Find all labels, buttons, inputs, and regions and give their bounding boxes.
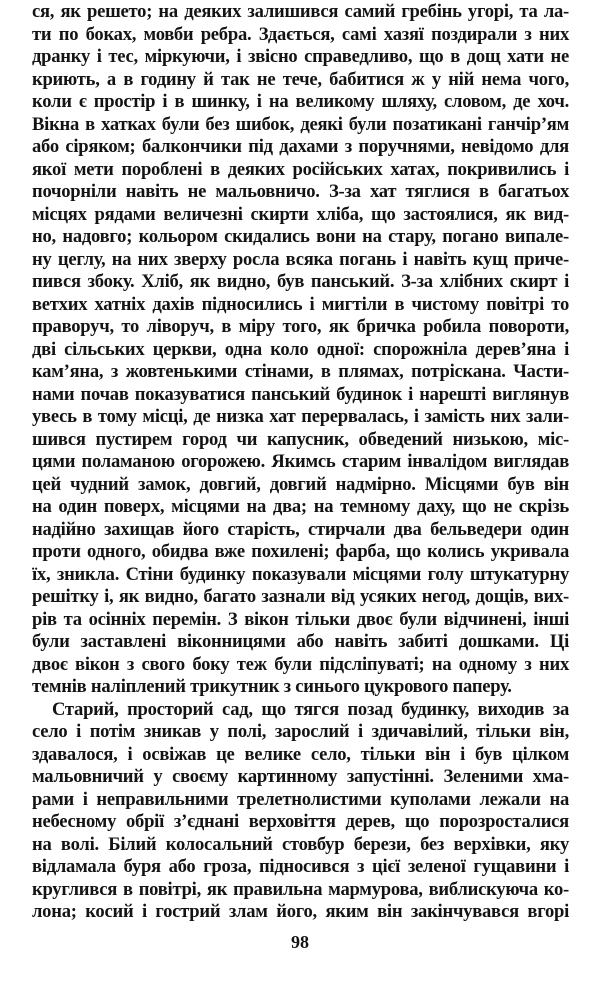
text-line: були заставлені віконницями або навіть забиті дошками. Ці — [32, 631, 569, 652]
text-line: нами почав показуватися панський будинок і нарешті виглянув — [32, 383, 569, 405]
text-line: дві сільських церкви, одна коло одної: спорожніла дерев’яна і — [32, 338, 569, 360]
text-line: якої мети пороблені в деяких російських хатах, покривились і — [32, 158, 569, 180]
text-line: шився пустирем город чи капусник, обведений низькою, міс- — [32, 428, 569, 450]
text-line: рів та осінніх перемін. З вікон тільки двоє були відчинені, інші — [32, 608, 569, 630]
text-line: двоє вікон з свого боку теж були підсліпуваті; на одному з них — [32, 653, 569, 675]
text-line: пився збоку. Хліб, як видно, був панський. З-за хлібних скирт і — [32, 271, 569, 292]
text-line: решітку і, як видно, багато зазнали від усяких негод, дощів, вих- — [32, 586, 569, 607]
text-line: ти по боках, мовби ребра. Здається, самі хазяї поздирали з них — [32, 23, 569, 45]
paragraph — [32, 699, 569, 924]
text-line: надійно захищав його старість, стирчали два бельведери один — [32, 518, 569, 540]
text-line: на волі. Білий колосальний стовбур берези, без верхівки, яку — [32, 833, 569, 855]
text-line: почорніли навіть не мальовничо. З-за хат тяглися в багатьох — [32, 181, 569, 202]
body-text — [32, 1, 569, 924]
text-line: темнів наліплений трикутник з синього цукрового паперу. — [32, 676, 512, 697]
text-line: криють, а в годину й так не тече, бабитися ж у ній нема чого, — [32, 68, 569, 90]
text-line: Вікна в хатках були без шибок, деякі були позатикані ганчір’ям — [32, 113, 569, 135]
text-line: лона; косий і гострий злам його, яким він закінчувався вгорі — [32, 901, 569, 922]
text-line: кам’яна, з жовтенькими стінами, в плямах, потріскана. Части- — [32, 361, 569, 382]
text-line: ну цеглу, на них зверху росла всяка погань і навіть кущ приче- — [32, 248, 569, 270]
paragraph — [32, 1, 569, 699]
text-line: коли є простір і в шинку, і на великому шляху, словом, де хоч. — [32, 91, 569, 112]
text-line: село і потім зникав у полі, зарослий і здичавілий, тільки він, — [32, 721, 569, 742]
text-line: Старий, просторий сад, що тягся позад будинку, виходив за — [52, 698, 569, 720]
text-line: їх, зникла. Стіни будинку показували місцями голу штукатурну — [32, 563, 569, 585]
text-line: або сіряком; балкончики під дахами з поручнями, невідомо для — [32, 136, 569, 157]
text-line: ся, як решето; на деяких залишився самий гребінь угорі, та ла- — [32, 1, 569, 22]
text-line: праворуч, то ліворуч, в міру того, як бричка робила повороти, — [32, 316, 569, 337]
text-line: небесному обрії з’єднані верховіття дерев, що порозросталися — [32, 811, 569, 832]
text-line: здавалося, і освіжав це велике село, тільки він і був цілком — [32, 743, 569, 765]
page-number: 98 — [291, 932, 309, 952]
text-line: проти одного, обидва вже похилені; фарба, що колись укривала — [32, 541, 569, 562]
text-line: рами і неправильними трелетнолистими куполами лежали на — [32, 788, 569, 810]
text-line: ветхих хатніх дахів підносились і мигтіли в чистому повітрі то — [32, 293, 569, 315]
text-line: круглився в повітрі, як правильна мармурова, виблискуюча ко- — [32, 878, 569, 900]
text-line: місцях рядами величезні скирти хліба, що застоялися, як вид- — [32, 203, 569, 225]
text-line: но, надовго; кольором скидались вони на стару, погано випале- — [32, 226, 569, 247]
text-line: мальовничий у своєму картинному запустінні. Зеленими хма- — [32, 766, 569, 787]
text-line: дранку і тес, міркуючи, і звісно справедливо, що в дощ хати не — [32, 46, 569, 67]
text-line: цями поламаною огорожею. Якимсь старим інвалідом виглядав — [32, 451, 569, 472]
text-line: цей чудний замок, довгий, довгий надмірно. Місцями був він — [32, 473, 569, 495]
text-line: відламала буря або гроза, підносився з цієї зеленої гущавини і — [32, 856, 569, 877]
text-line: увесь в тому місці, де низка хат перервалась, і замість них зали- — [32, 406, 569, 427]
text-line: на один поверх, місцями на два; на темному даху, що не скрізь — [32, 496, 569, 517]
